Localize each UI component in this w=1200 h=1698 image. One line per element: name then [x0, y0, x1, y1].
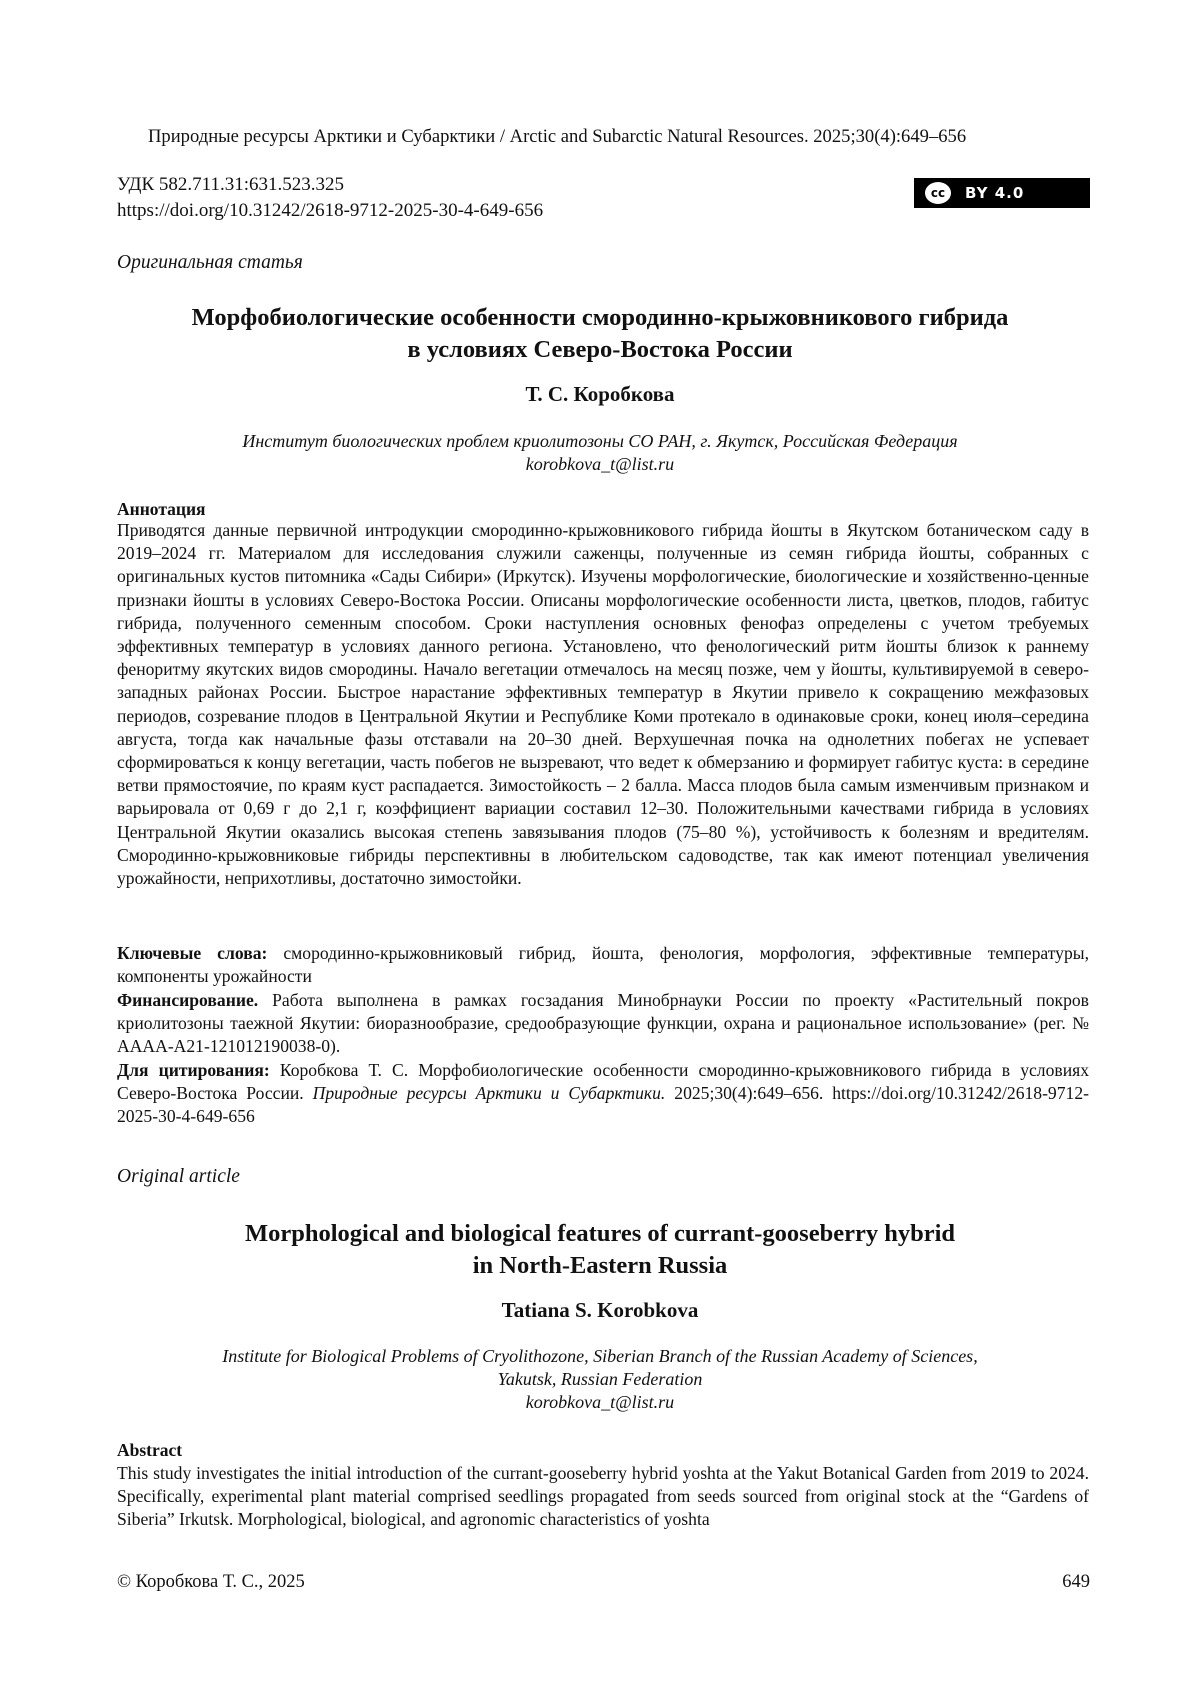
affiliation-ru — [100, 430, 1100, 476]
keywords-ru — [117, 942, 1089, 988]
running-head: Природные ресурсы Арктики и Субарктики / Arctic and Subarctic Natural Resources. 2025;30(4):649–656 — [148, 126, 967, 147]
email-ru[interactable]: korobkova_t@list.ru — [525, 454, 675, 474]
title-ru-line2: в условиях Северо-Востока России — [407, 336, 793, 363]
affiliation-en — [100, 1345, 1100, 1414]
article-type-en: Original article — [117, 1166, 240, 1187]
copyright: © Коробкова Т. С., 2025 — [117, 1572, 305, 1592]
author-ru: Т. С. Коробкова — [525, 382, 675, 406]
citation-label-ru: Для цитирования: — [117, 1060, 270, 1080]
keywords-label-ru: Ключевые слова: — [117, 943, 268, 963]
page-number: 649 — [1062, 1572, 1090, 1592]
author-en: Tatiana S. Korobkova — [501, 1298, 699, 1322]
affiliation-en-line1: Institute for Biological Problems of Cryolithozone, Siberian Branch of the Russian Academy of Sciences, — [222, 1346, 978, 1366]
article-type-ru: Оригинальная статья — [117, 252, 303, 273]
license-label: BY 4.0 — [965, 184, 1025, 202]
funding-text-ru: Работа выполнена в рамках госзадания Минобрнауки России по проекту «Растительный покров криолитозоны таежной Якутии: биоразнообразие, средообразующие функции, охрана и рациональное использование» (рег. № АААА-А21-121012190038-0). — [117, 990, 1089, 1057]
abstract-text-en: This study investigates the initial introduction of the currant-gooseberry hybrid yoshta at the Yakut Botanical Garden from 2019 to 2024. Specifically, experimental plant material comprised seedlings propagated from seeds sourced from original stock at the “Gardens of Siberia” Irkutsk. Morphological, biological, and agronomic characteristics of yoshta — [117, 1463, 1089, 1530]
title-ru-line1: Морфобиологические особенности смородинно-крыжовникового гибрида — [191, 304, 1009, 331]
abstract-heading-en: Abstract — [117, 1440, 183, 1460]
keywords-text-ru: смородинно-крыжовниковый гибрид, йошта, фенология, морфология, эффективные температуры, компоненты урожайности — [117, 943, 1089, 987]
abstract-heading-ru: Аннотация — [117, 499, 206, 519]
citation-ru — [117, 1059, 1089, 1129]
citation-journal-ru: Природные ресурсы Арктики и Субарктики. — [312, 1083, 666, 1104]
doi-link[interactable]: https://doi.org/10.31242/2618-9712-2025-30-4-649-656 — [117, 200, 544, 221]
email-en[interactable]: korobkova_t@list.ru — [525, 1392, 675, 1412]
title-en — [100, 1218, 1100, 1282]
abstract-text-ru: Приводятся данные первичной интродукции смородинно-крыжовникового гибрида йошты в Якутском ботаническом саду в 2019–2024 гг. Материалом для исследования служили саженцы, полученные из семян гибрида йошты, собранных с оригинальных кустов питомника «Сады Сибири» (Иркутск). Изучены морфологические, биологические и хозяйственно-ценные признаки йошты в условиях Северо-Востока России. Описаны морфологические особенности листа, цветков, плодов, габитус гибрида, полученного семенным способом. Сроки наступления основных фенофаз определены с учетом требуемых эффективных температур в условиях данного региона. Установлено, что фенологический ритм йошты близок к раннему феноритму якутских видов смородины. Начало вегетации отмечалось на месяц позже, чем у йошты, культивируемой в северо-западных районах России. Быстрое нарастание эффективных температур в Якутии привело к сокращению межфазовых периодов, созревание плодов в Центральной Якутии и Республике Коми протекало в одинаковые сроки, конец июля–середина августа, тогда как начальные фазы отставали на 20–30 дней. Верхушечная почка на однолетних побегах не успевает сформироваться к концу вегетации, часть побегов не вызревают, что ведет к обмерзанию и формирует габитус куста: в середине ветви прямостоячие, по краям куст распадается. Зимостойкость – 2 балла. Масса плодов была самым изменчивым признаком и варьировала от 0,69 г до 2,1 г, коэффициент вариации составил 12–30. Положительными качествами гибрида в условиях Центральной Якутии оказались высокая степень завязывания плодов (75–80 %), устойчивость к болезням и вредителям. Смородинно-крыжовниковые гибриды перспективны в любительском садоводстве, так как имеют потенциал увеличения урожайности, неприхотливы, достаточно зимостойки. — [117, 520, 1089, 889]
license-badge[interactable] — [914, 178, 1090, 208]
udk-code: УДК 582.711.31:631.523.325 — [117, 174, 344, 195]
citation-text-after-ru: 2025;30(4):649–656. https://doi.org/10.31242/2618-9712-2025-30-4-649-656 — [117, 1083, 1089, 1127]
affiliation-en-line2: Yakutsk, Russian Federation — [497, 1369, 703, 1389]
affiliation-ru-text: Институт биологических проблем криолитозоны СО РАН, г. Якутск, Российская Федерация — [242, 431, 958, 451]
funding-ru — [117, 989, 1089, 1059]
title-en-line2: in North-Eastern Russia — [472, 1252, 728, 1279]
article-identifiers — [117, 172, 543, 224]
citation-text-before-ru: Коробкова Т. С. Морфобиологические особенности смородинно-крыжовникового гибрида в условиях Северо-Востока России. — [117, 1060, 1089, 1104]
cc-icon: cc — [923, 180, 953, 206]
title-ru — [100, 302, 1100, 366]
title-en-line1: Morphological and biological features of currant-gooseberry hybrid — [245, 1220, 955, 1247]
funding-label-ru: Финансирование. — [117, 990, 259, 1010]
